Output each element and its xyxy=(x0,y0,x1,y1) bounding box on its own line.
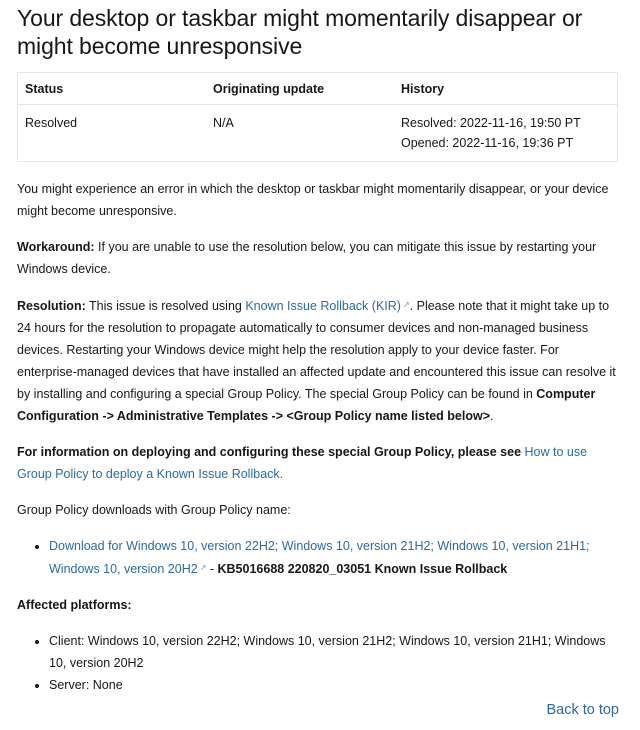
workaround-paragraph xyxy=(17,236,618,280)
deploy-info-end: . xyxy=(279,467,284,481)
status-table xyxy=(17,72,618,162)
cell-status: Resolved xyxy=(25,116,78,130)
external-link-icon: ↗ xyxy=(199,563,207,572)
history-resolved: Resolved: 2022-11-16, 19:50 PT xyxy=(401,116,581,130)
deploy-info-text: For information on deploying and configuring these special Group Policy, please see xyxy=(17,445,525,459)
download-link[interactable]: Download for Windows 10, version 22H2; Windows 10, version 21H2; Windows 10, version 21H1; Windows 10, version 20H2 xyxy=(49,539,590,576)
resolution-paragraph xyxy=(17,294,618,427)
external-link-icon: ↗ xyxy=(402,300,410,309)
kir-link[interactable]: Known Issue Rollback (KIR) xyxy=(245,299,401,313)
downloads-intro: Group Policy downloads with Group Policy name: xyxy=(17,503,291,517)
header-history: History xyxy=(394,73,618,105)
list-item: • Client: Windows 10, version 22H2; Windows 10, version 21H2; Windows 10, version 21H1; Windows 10, version 20H2 xyxy=(49,630,618,674)
downloads-list xyxy=(17,535,618,580)
back-to-top-link[interactable]: Back to top xyxy=(546,702,619,718)
table-header-row xyxy=(18,73,618,105)
affected-platforms-list xyxy=(17,630,618,696)
affected-platforms-label xyxy=(17,594,618,616)
header-status: Status xyxy=(18,73,207,105)
page-title: Your desktop or taskbar might momentarily disappear or might become unresponsive xyxy=(17,5,583,59)
cell-originating-update: N/A xyxy=(213,116,234,130)
workaround-text: If you are unable to use the resolution below, you can mitigate this issue by restarting your Windows device. xyxy=(17,240,597,276)
resolution-label: Resolution: xyxy=(17,299,86,313)
download-policy-name: KB5016688 220820_03051 Known Issue Rollback xyxy=(217,562,508,576)
cell-history xyxy=(394,105,618,162)
resolution-end: . xyxy=(490,409,494,423)
group-policy-kir-link[interactable]: How to use Group Policy to deploy a Known Issue Rollback xyxy=(17,445,588,481)
intro-paragraph: You might experience an error in which the desktop or taskbar might momentarily disappear, or your device might become unresponsive. xyxy=(17,182,609,218)
list-item xyxy=(49,535,618,580)
list-item: • Server: None xyxy=(49,674,618,696)
group-policy-path: Computer Configuration -> Administrative Templates -> <Group Policy name listed below> xyxy=(17,387,596,423)
history-opened: Opened: 2022-11-16, 19:36 PT xyxy=(401,136,574,150)
workaround-label: Workaround: xyxy=(17,240,95,254)
deploy-info-paragraph xyxy=(17,441,618,485)
resolution-text-2: . Please note that it might take up to 24 hours for the resolution to propagate automatically to consumer devices and non-managed business devices. Restarting your Windows device might help the resolution apply to your device faster. For enterprise-managed devices that have installed an affected update and encountered this issue can resolve it by installing and configuring a special Group Policy. The special Group Policy can be found in xyxy=(17,299,616,401)
download-separator: - xyxy=(206,562,218,576)
table-row xyxy=(18,105,618,162)
article xyxy=(0,4,640,696)
header-originating-update: Originating update xyxy=(206,73,394,105)
resolution-text-1: This issue is resolved using xyxy=(85,299,246,313)
affected-platforms-heading: Affected platforms: xyxy=(17,598,132,612)
